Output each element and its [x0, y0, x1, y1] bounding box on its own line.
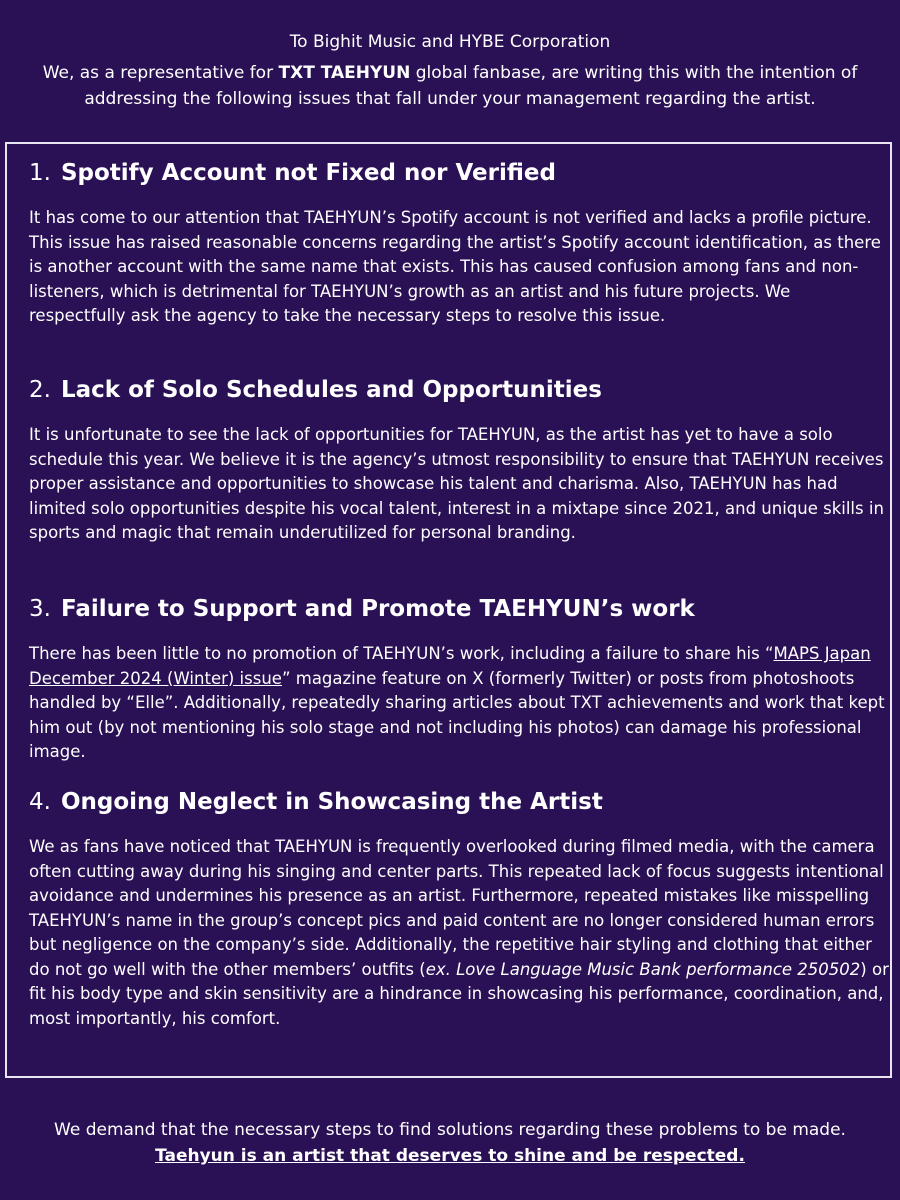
issue-title: Lack of Solo Schedules and Opportunities [60, 377, 602, 403]
issue-body: It has come to our attention that TAEHYUN’s Spotify account is not verified and lacks a profile picture. This issue has raised reasonable concerns regarding the artist’s Spotify account identification, as there is another account with the same name that exists. This has caused confusion among fans and non-listeners, which is detrimental for TAEHYUN’s growth as an artist and his future projects. We respectfully ask the agency to take the necessary steps to resolve this issue. [29, 208, 881, 325]
issue-heading [29, 375, 889, 405]
issue-body [29, 835, 889, 1031]
greeting-line: To Bighit Music and HYBE Corporation [289, 32, 611, 52]
demand-statement: We demand that the necessary steps to find solutions regarding these problems to be made. [54, 1120, 846, 1140]
magazine-issue-link[interactable]: MAPS Japan December 2024 (Winter) issue [29, 644, 871, 688]
letter-footer [0, 1117, 900, 1169]
issue-section-1 [29, 158, 889, 329]
issue-heading [29, 158, 889, 188]
issue-number: 3. [29, 596, 51, 622]
performance-example: ex. Love Language Music Bank performance 250502 [425, 959, 861, 979]
issue-title: Spotify Account not Fixed nor Verified [60, 160, 556, 186]
issue-number: 4. [29, 789, 51, 815]
letter-header [0, 30, 900, 112]
issue-body [29, 642, 889, 765]
issue-body: It is unfortunate to see the lack of opportunities for TAEHYUN, as the artist has yet to have a solo schedule this year. We believe it is the agency’s utmost responsibility to ensure that TAEHYUN receives proper assistance and opportunities to showcase his talent and charisma. Also, TAEHYUN has had limited solo opportunities despite his vocal talent, interest in a mixtape since 2021, and unique skills in sports and magic that remain underutilized for personal branding. [29, 425, 884, 542]
issues-box [5, 142, 892, 1078]
issue-title: Failure to Support and Promote TAEHYUN’s work [60, 596, 695, 622]
issue-heading [29, 594, 889, 624]
issue-section-3 [29, 594, 889, 765]
issue-number: 1. [29, 160, 51, 186]
closing-statement: Taehyun is an artist that deserves to shine and be respected. [155, 1146, 745, 1166]
intro-suffix: global fanbase, are writing this with the intention of addressing the following issues that fall under your management regarding the artist. [84, 63, 858, 109]
issue-body-text: There has been little to no promotion of TAEHYUN’s work, including a failure to share his “ [29, 644, 774, 663]
issue-heading [29, 787, 889, 817]
issue-number: 2. [29, 377, 51, 403]
intro-paragraph [20, 60, 880, 112]
intro-artist-name: TXT TAEHYUN [278, 63, 411, 83]
issue-body-text: ” magazine feature on X (formerly Twitter) or posts from photoshoots handled by “Elle”. Additionally, repeatedly sharing articles about TXT achievements and work that kept him out (by not mentioning his solo stage and not including his photos) can damage his professional image. [29, 668, 885, 761]
intro-prefix: We, as a representative for [42, 63, 279, 83]
issue-section-4 [29, 787, 889, 1031]
issue-section-2 [29, 375, 889, 546]
issue-body-text: ) or fit his body type and skin sensitivity are a hindrance in showcasing his performance, coordination, and, most importantly, his comfort. [29, 959, 889, 1028]
issue-title: Ongoing Neglect in Showcasing the Artist [60, 789, 603, 815]
issue-body-text: We as fans have noticed that TAEHYUN is frequently overlooked during filmed media, with the camera often cutting away during his singing and center parts. This repeated lack of focus suggests intentional avoidance and undermines his presence as an artist. Furthermore, repeated mistakes like misspelling TAEHYUN’s name in the group’s concept pics and paid content are no longer considered human errors but negligence on the company’s side. Additionally, the repetitive hair styling and clothing that either do not go well with the other members’ outfits ( [29, 837, 884, 979]
